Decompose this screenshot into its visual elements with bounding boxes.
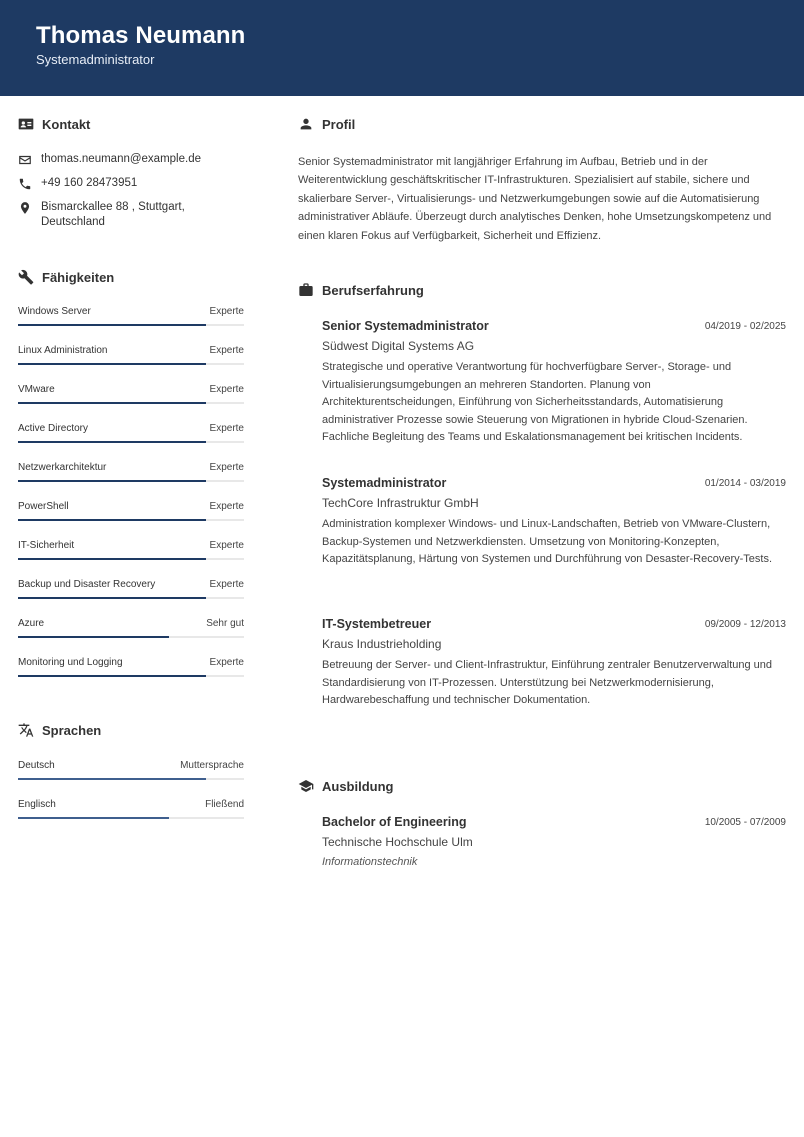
experience-dates: 04/2019 - 02/2025 xyxy=(704,321,786,332)
skills-list xyxy=(18,306,244,696)
skill-item-track xyxy=(18,363,244,365)
contact-email[interactable]: thomas.neumann@example.de xyxy=(41,153,201,165)
skill-item-track xyxy=(18,402,244,404)
skill-item-name: Active Directory xyxy=(18,423,89,434)
skill-item-track xyxy=(18,558,244,560)
skill-item-level-bar xyxy=(18,324,206,326)
skill-item-track xyxy=(18,324,244,326)
languages-list xyxy=(18,760,244,838)
education-school: Technische Hochschule Ulm xyxy=(322,835,473,849)
skill-item-name: Monitoring und Logging xyxy=(18,657,123,668)
job-title: Systemadministrator xyxy=(36,52,155,67)
contact-address xyxy=(41,200,185,230)
skill-item-name: PowerShell xyxy=(18,501,69,512)
experience-company: Südwest Digital Systems AG xyxy=(322,339,475,353)
education-title-text: Ausbildung xyxy=(322,778,394,794)
education-field: Informationstechnik xyxy=(322,856,418,868)
skill-item-track xyxy=(18,519,244,521)
contact-title-text: Kontakt xyxy=(42,116,91,132)
person-icon xyxy=(298,116,314,132)
skill-item-name: Windows Server xyxy=(18,306,91,317)
skill-item xyxy=(18,657,244,696)
skill-item-track xyxy=(18,636,244,638)
resume-header xyxy=(0,0,804,96)
skill-item xyxy=(18,345,244,384)
skill-item-level-bar xyxy=(18,636,169,638)
skill-item-name: IT-Sicherheit xyxy=(18,540,75,551)
skill-item-level: Experte xyxy=(209,501,244,512)
graduation-cap-icon xyxy=(298,778,314,794)
skill-item-level: Experte xyxy=(209,306,244,317)
experience-entry xyxy=(322,319,786,447)
mail-icon xyxy=(18,153,32,167)
education-section-title xyxy=(298,778,394,794)
skill-item-level: Sehr gut xyxy=(206,618,244,629)
experience-description: Strategische und operative Verantwortung für hochverfügbare Server-, Storage- und Virtualisierungsumgebungen an mehreren Standorten. Planung von Architekturentscheidungen, Einführung von Sicherheitsstandards, Automatisierung administrativer Prozesse sowie Steuerung von Migrationen in hybride Cloud-Szenarien. Fachliche Begleitung des Teams und Eskalationsmanagement bei kritischen Incidents. xyxy=(322,361,748,443)
languages-title-text: Sprachen xyxy=(42,722,102,738)
language-item-track xyxy=(18,817,244,819)
contact-phone-row xyxy=(18,176,244,191)
experience-dates: 01/2014 - 03/2019 xyxy=(704,478,786,489)
skill-item-name: Backup und Disaster Recovery xyxy=(18,579,156,590)
profile-section-title xyxy=(298,116,355,132)
skill-item xyxy=(18,618,244,657)
translate-icon xyxy=(18,722,34,738)
experience-company: TechCore Infrastruktur GmbH xyxy=(322,496,479,510)
language-item-level: Fließend xyxy=(205,799,244,810)
skill-item-level: Experte xyxy=(209,423,244,434)
skill-item-level: Experte xyxy=(209,384,244,395)
skill-item-level-bar xyxy=(18,441,206,443)
skill-item-level: Experte xyxy=(209,657,244,668)
skill-item-level-bar xyxy=(18,363,206,365)
contact-card-icon xyxy=(18,116,34,132)
skill-item-level-bar xyxy=(18,519,206,521)
skill-item-name: Netzwerkarchitektur xyxy=(18,462,107,473)
languages-section-title xyxy=(18,722,101,738)
skill-item xyxy=(18,501,244,540)
skill-item-name: Azure xyxy=(18,618,45,629)
language-item xyxy=(18,799,244,838)
skills-title-text: Fähigkeiten xyxy=(42,269,115,285)
wrench-icon xyxy=(18,269,34,285)
profile-title-text: Profil xyxy=(322,116,356,132)
contact-phone[interactable]: +49 160 28473951 xyxy=(41,177,138,189)
briefcase-icon xyxy=(298,282,314,298)
experience-position: Systemadministrator xyxy=(322,476,447,490)
profile-summary: Senior Systemadministrator mit langjähriger Erfahrung im Aufbau, Betrieb und in der Weiterentwicklung geschäftskritischer IT-Infrastrukturen. Spezialisiert auf stabile, sichere und skalierbare Server-, Virtualisierungs- und Netzwerkumgebungen sowie auf die Automatisierung administrativer Abläufe. Überzeugt durch analytisches Denken, hohe Umsetzungskompetenz und einen klaren Fokus auf Verfügbarkeit, Sicherheit und Effizienz. xyxy=(298,156,772,242)
phone-icon xyxy=(18,177,32,191)
skill-item-level-bar xyxy=(18,597,206,599)
language-item-name: Englisch xyxy=(18,799,56,810)
contact-list xyxy=(18,152,244,239)
skill-item-level: Experte xyxy=(209,579,244,590)
skill-item-track xyxy=(18,441,244,443)
language-item-track xyxy=(18,778,244,780)
skill-item-level-bar xyxy=(18,558,206,560)
skill-item-name: Linux Administration xyxy=(18,345,108,356)
skills-section-title xyxy=(18,269,114,285)
experience-entry xyxy=(322,617,786,710)
education-dates: 10/2005 - 07/2009 xyxy=(704,817,786,828)
skill-item-level: Experte xyxy=(209,462,244,473)
skill-item xyxy=(18,579,244,618)
address-line-1: Bismarckallee 88 , Stuttgart, xyxy=(41,201,185,213)
education-degree: Bachelor of Engineering xyxy=(322,815,467,829)
skill-item xyxy=(18,384,244,423)
language-item-level: Muttersprache xyxy=(180,760,244,771)
skill-item-name: VMware xyxy=(18,384,55,395)
skill-item xyxy=(18,306,244,345)
language-item-level-bar xyxy=(18,817,169,819)
language-item-level-bar xyxy=(18,778,206,780)
language-item xyxy=(18,760,244,799)
skill-item-level-bar xyxy=(18,402,206,404)
skill-item xyxy=(18,462,244,501)
skill-item xyxy=(18,423,244,462)
skill-item-track xyxy=(18,675,244,677)
contact-email-row xyxy=(18,152,244,167)
education-entry xyxy=(322,815,786,868)
contact-section-title xyxy=(18,116,90,132)
skill-item-level-bar xyxy=(18,480,206,482)
experience-entry xyxy=(322,476,786,569)
experience-description: Administration komplexer Windows- und Linux-Landschaften, Betrieb von VMware-Clustern, Backup-Systemen und Netzwerkdiensten. Umsetzung von Monitoring-Konzepten, Kapazitätsplanung, Härtung von Systemen und Durchführung von Desaster-Recovery-Tests. xyxy=(322,518,773,565)
experience-position: Senior Systemadministrator xyxy=(322,319,489,333)
location-pin-icon xyxy=(18,201,32,215)
language-item-name: Deutsch xyxy=(18,760,55,771)
contact-address-row xyxy=(18,200,244,230)
skill-item-level: Experte xyxy=(209,345,244,356)
person-name: Thomas Neumann xyxy=(36,22,246,49)
experience-position: IT-Systembetreuer xyxy=(322,617,432,631)
address-line-2: Deutschland xyxy=(41,216,105,228)
experience-section-title xyxy=(298,282,424,298)
experience-description: Betreuung der Server- und Client-Infrastruktur, Einführung zentraler Benutzerverwaltung und Standardisierung von IT-Prozessen. Unterstützung bei Netzwerkmodernisierung, Hardwarebeschaffung und technischer Dokumentation. xyxy=(322,659,773,706)
experience-company: Kraus Industrieholding xyxy=(322,637,442,651)
skill-item-level-bar xyxy=(18,675,206,677)
experience-title-text: Berufserfahrung xyxy=(322,282,424,298)
experience-dates: 09/2009 - 12/2013 xyxy=(704,619,786,630)
skill-item-level: Experte xyxy=(209,540,244,551)
skill-item xyxy=(18,540,244,579)
skill-item-track xyxy=(18,480,244,482)
skill-item-track xyxy=(18,597,244,599)
